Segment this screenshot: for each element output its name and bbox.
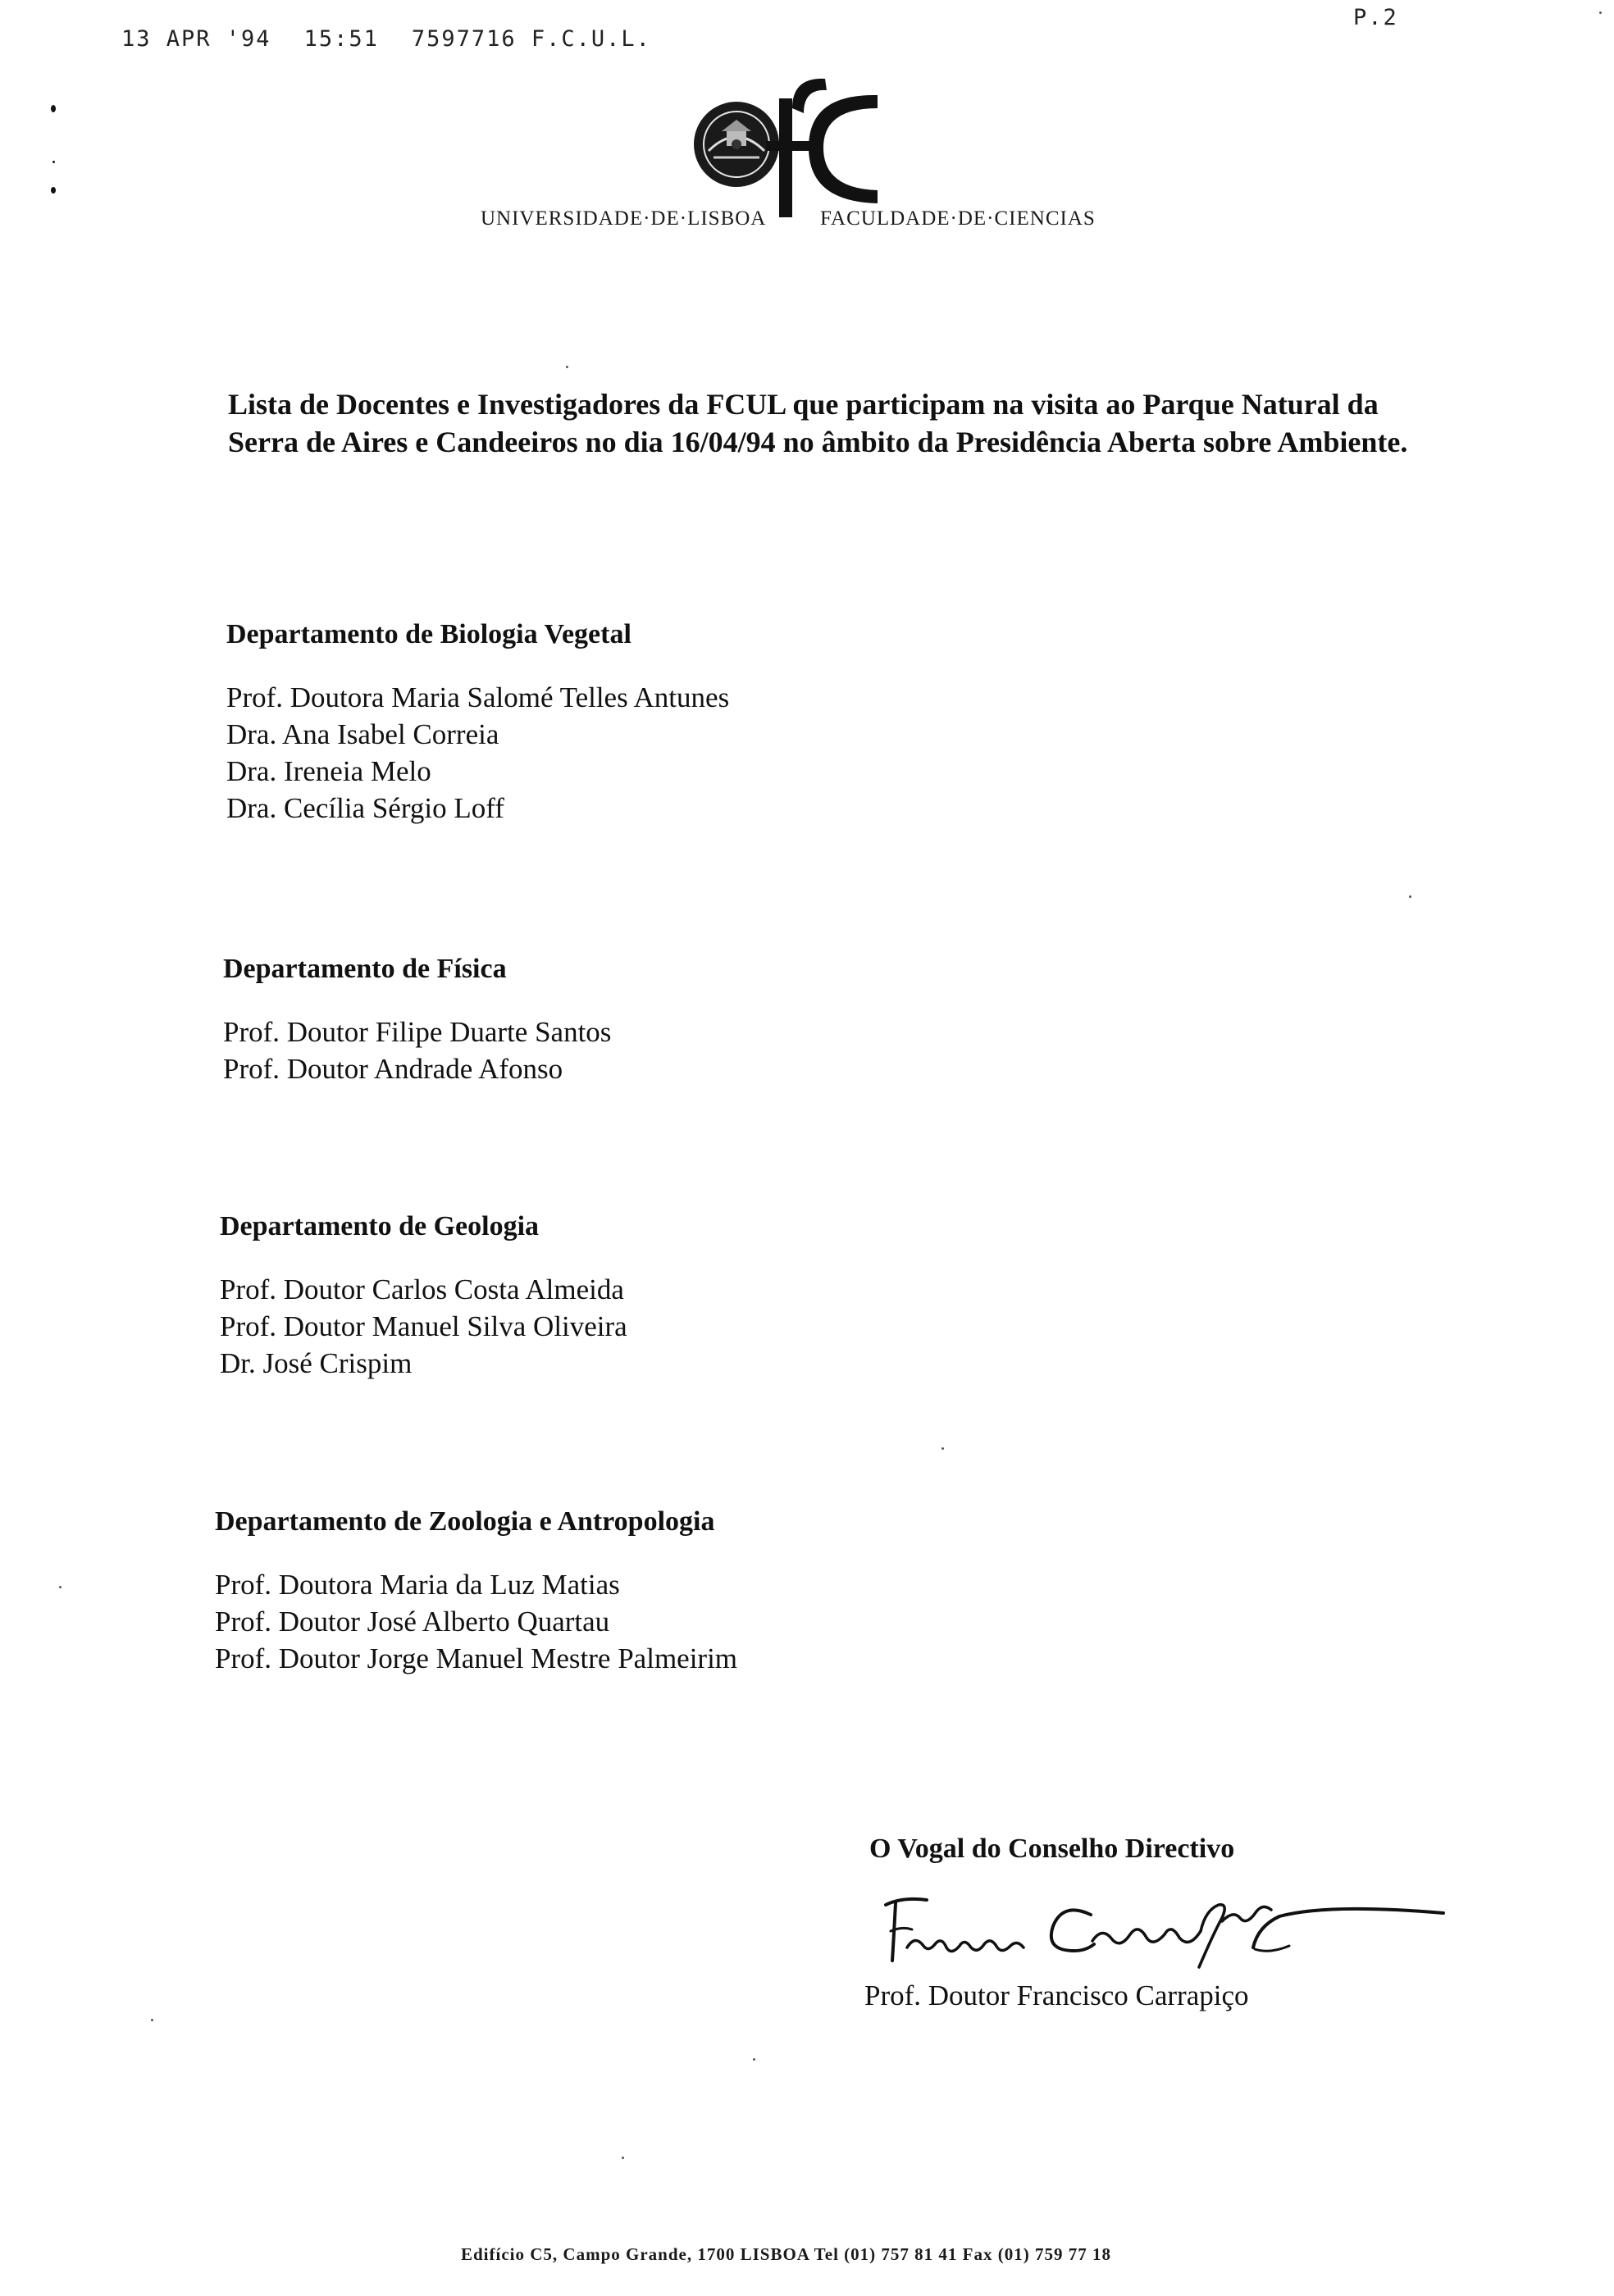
department-title: Departamento de Física: [223, 954, 507, 984]
scan-speck: [622, 2157, 624, 2159]
member-name: Prof. Doutor Andrade Afonso: [223, 1053, 563, 1085]
margin-mark: [51, 187, 56, 194]
fax-sender: 7597716 F.C.U.L.: [411, 26, 651, 52]
member-name: Dr. José Crispim: [220, 1347, 413, 1379]
handwritten-signature: [869, 1869, 1460, 1975]
scan-speck: [59, 1586, 62, 1588]
department-title: Departamento de Zoologia e Antropologia: [215, 1506, 715, 1537]
department-fisica: [223, 953, 611, 1087]
fax-time: 15:51: [303, 26, 379, 52]
scan-speck: [942, 1447, 944, 1450]
fax-date: 13 APR '94: [121, 26, 271, 52]
margin-mark: [52, 161, 55, 163]
member-list: [215, 1566, 737, 1677]
member-list: [220, 1271, 627, 1382]
university-name: UNIVERSIDADE·DE·LISBOA: [481, 207, 767, 230]
member-name: Prof. Doutor Manuel Silva Oliveira: [220, 1310, 627, 1342]
member-name: Prof. Doutora Maria Salomé Telles Antunes: [226, 681, 730, 713]
member-list: [226, 679, 729, 827]
department-biologia-vegetal: [226, 618, 729, 827]
member-name: Dra. Ireneia Melo: [226, 755, 431, 787]
intro-paragraph: Lista de Docentes e Investigadores da FCUL que participam na visita ao Parque Natural da Serra de Aires e Candeeiros no dia 16/04/94 no âmbito da Presidência Aberta sobre Ambiente.: [228, 388, 1408, 458]
scan-speck: [1409, 895, 1411, 898]
member-name: Prof. Doutor Filipe Duarte Santos: [223, 1016, 612, 1048]
department-zoologia-antropologia: [215, 1506, 737, 1677]
fax-page-number: P.2: [1353, 5, 1398, 30]
scan-speck: [151, 2019, 153, 2021]
faculty-name: FACULDADE·DE·CIENCIAS: [820, 207, 1096, 230]
member-name: Prof. Doutor Carlos Costa Almeida: [220, 1273, 624, 1305]
margin-mark: [51, 105, 56, 112]
signer-role: O Vogal do Conselho Directivo: [869, 1834, 1235, 1864]
footer-address: Edifício C5, Campo Grande, 1700 LISBOA Tel (01) 757 81 41 Fax (01) 759 77 18: [461, 2244, 1111, 2264]
member-name: Prof. Doutora Maria da Luz Matias: [215, 1569, 620, 1601]
member-name: Dra. Cecília Sérgio Loff: [226, 792, 504, 824]
department-title: Departamento de Biologia Vegetal: [226, 619, 631, 649]
member-name: Prof. Doutor Jorge Manuel Mestre Palmeirim: [215, 1642, 738, 1674]
fax-header: [121, 26, 684, 52]
member-list: [223, 1014, 611, 1087]
department-geologia: [220, 1210, 627, 1382]
member-name: Dra. Ana Isabel Correia: [226, 718, 499, 750]
scan-speck: [753, 2058, 755, 2061]
department-title: Departamento de Geologia: [220, 1211, 540, 1241]
member-name: Prof. Doutor José Alberto Quartau: [215, 1606, 610, 1638]
closing-block: [864, 1833, 1460, 2012]
scan-speck: [1599, 11, 1602, 14]
signer-name: Prof. Doutor Francisco Carrapiço: [864, 1979, 1249, 2011]
scan-speck: [566, 366, 568, 368]
